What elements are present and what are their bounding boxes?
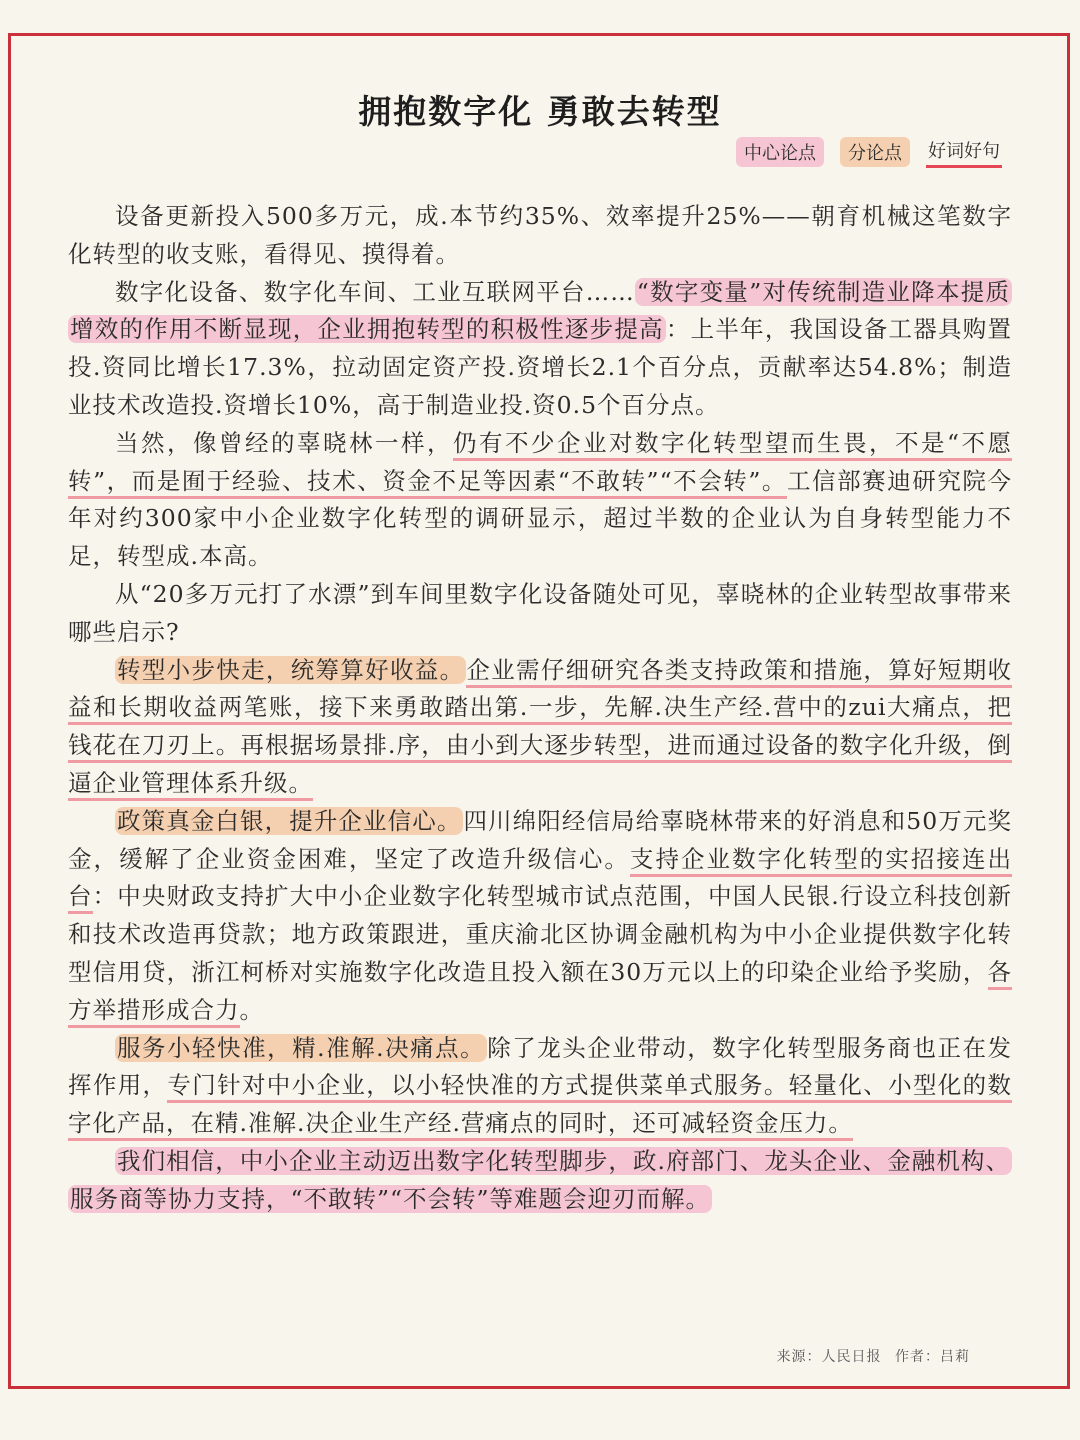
conclusion-highlight: 我们相信，中小企业主动迈出数字化转型脚步，政.府部门、龙头企业、金融机构、服务商等协力支持，“不敢转”“不会转”等难题会迎刃而解。 [70, 1146, 1010, 1213]
p6-text-a: 四川绵阳经信局给辜晓林带来的好消息和50万元奖金，缓解了企业资金困难，坚定了改造升级信心。 [68, 806, 1012, 873]
paragraph-3 [68, 425, 1012, 576]
p6-text-c: 。 [239, 995, 264, 1024]
highlight-legend [736, 135, 1002, 168]
p3-underlined-phrase: 仍有不少企业对数字化转型望而生畏，不是“不愿转”，而是囿于经验、技术、资金不足等因素“不敢转”“不会转”。 [68, 429, 1012, 499]
p6-underlined-phrase-1: 支持企业数字化转型的实招接连出台 [68, 845, 1012, 915]
sub-argument-2-highlight: 政策真金白银，提升企业信心。 [117, 806, 462, 835]
p5-underlined-phrase: 企业需仔细研究各类支持政策和措施，算好短期收益和长期收益两笔账，接下来勇敢踏出第.一步，先解.决生产经.营中的zui大痛点，把钱花在刀刃上。再根据场景排.序，由小到大逐步转型，进而通过设备的数字化升级，倒逼企业管理体系升级。 [68, 656, 1012, 801]
p3-text-a: 当然，像曾经的辜晓林一样， [115, 428, 453, 457]
paragraph-4: 从“20多万元打了水漂”到车间里数字化设备随处可见，辜晓林的企业转型故事带来哪些启示? [68, 579, 1012, 646]
p6-underlined-phrase-2: 各方举措形成合力 [68, 958, 1012, 1028]
article-title: 拥抱数字化 勇敢去转型 [358, 92, 722, 131]
legend-sub-argument: 分论点 [840, 137, 910, 167]
legend-central-argument: 中心论点 [736, 137, 824, 167]
paragraph-8 [68, 1143, 1012, 1219]
central-argument-highlight: “数字变量”对传统制造业降本提质增效的作用不断显现，企业拥抱转型的积极性逐步提高 [70, 277, 1011, 344]
p2-text-a: 数字化设备、数字化车间、工业互联网平台…… [115, 277, 635, 306]
p3-text-b: 工信部赛迪研究院今年对约300家中小企业数字化转型的调研显示，超过半数的企业认为自身转型能力不足，转型成.本高。 [68, 466, 1012, 571]
paragraph-5 [68, 652, 1012, 803]
paragraph-2 [68, 274, 1012, 425]
source-credit [777, 1346, 970, 1366]
paragraph-7 [68, 1030, 1012, 1143]
paragraph-6 [68, 803, 1012, 1030]
legend-good-phrases: 好词好句 [926, 135, 1002, 168]
sub-argument-1-highlight: 转型小步快走，统筹算好收益。 [117, 655, 465, 684]
p2-text-b: ：上半年，我国设备工器具购置投.资同比增长17.3%，拉动固定资产投.资增长2.1个百分点，贡献率达54.8%；制造业技术改造投.资增长10%，高于制造业投.资0.5个百分点。 [68, 315, 1013, 419]
article-body [68, 198, 1012, 1219]
sub-argument-3-highlight: 服务小轻快准，精.准解.决痛点。 [117, 1033, 486, 1062]
p7-underlined-phrase-2: 轻量化、小型化的数字化产品，在精.准解.决企业生产经.营痛点的同时，还可减轻资金压力。 [68, 1071, 1012, 1141]
p6-text-b: ：中央财政支持扩大中小企业数字化转型城市试点范围，中国人民银.行设立科技创新和技术改造再贷款；地方政策跟进，重庆渝北区协调金融机构为中小企业提供数字化转型信用贷，浙江柯桥对实施数字化改造且投入额在30万元以上的印染企业给予奖励， [68, 882, 1012, 986]
author-label: 作者：吕莉 [895, 1349, 970, 1365]
source-label: 来源：人民日报 [776, 1349, 882, 1365]
paragraph-1: 设备更新投入500多万元，成.本节约35%、效率提升25%——朝育机械这笔数字化转型的收支账，看得见、摸得着。 [68, 202, 1012, 268]
p7-text-a: 除了龙头企业带动，数字化转型服务商也正在发挥作用， [68, 1033, 1012, 1100]
p7-underlined-phrase-1: 专门针对中小企业，以小轻快准的方式提供菜单式服务。 [167, 1071, 788, 1103]
